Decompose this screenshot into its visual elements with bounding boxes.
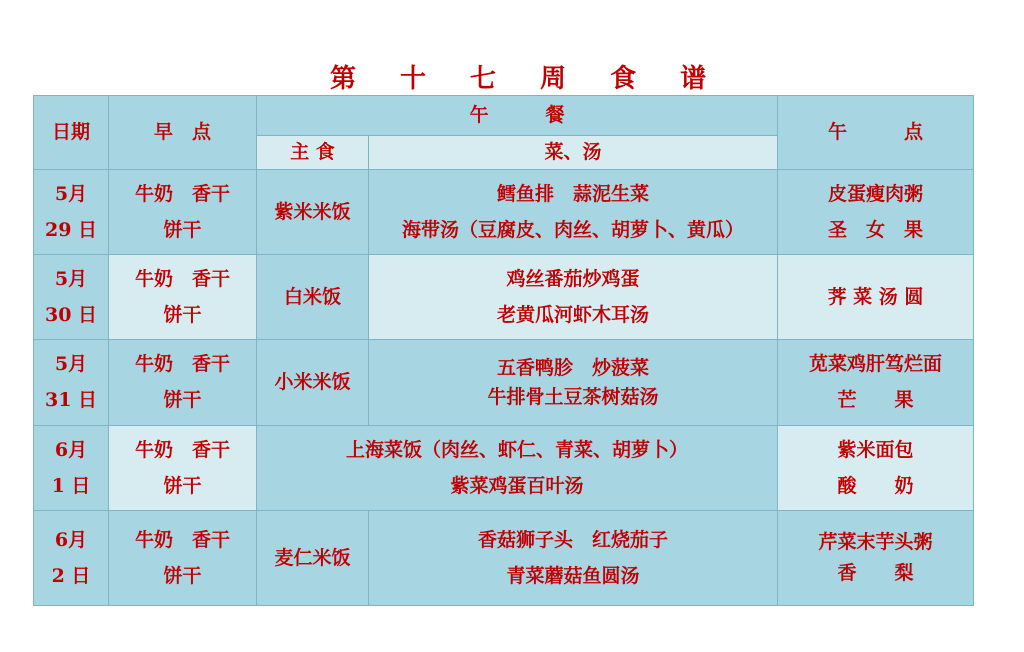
dish-line1: 鳕鱼排 蒜泥生菜 xyxy=(496,182,649,205)
snack-line1: 皮蛋瘦肉粥 xyxy=(827,182,923,205)
header-lunch: 午 餐 xyxy=(257,96,778,136)
table-row xyxy=(34,340,974,426)
page-title xyxy=(330,58,750,95)
snack-line2: 酸 奶 xyxy=(837,474,914,497)
snack-cell xyxy=(778,340,974,426)
snack-line1: 苋菜鸡肝笃烂面 xyxy=(808,353,942,376)
date-cell xyxy=(34,170,109,255)
dish-line2: 紫菜鸡蛋百叶汤 xyxy=(450,474,584,497)
dish-line2: 海带汤（豆腐皮、肉丝、胡萝卜、黄瓜） xyxy=(401,218,744,241)
header-date: 日期 xyxy=(34,96,109,170)
header-dishes: 菜、汤 xyxy=(369,136,778,170)
dish-line1: 香菇狮子头 红烧茄子 xyxy=(477,528,668,551)
snack-line1: 荠 菜 汤 圆 xyxy=(827,285,924,308)
table-row xyxy=(34,255,974,340)
date-cell xyxy=(34,511,109,606)
snack-line2: 圣 女 果 xyxy=(827,218,923,241)
table-row xyxy=(34,170,974,255)
breakfast-line1: 牛奶 香干 xyxy=(134,267,230,290)
breakfast-cell xyxy=(109,170,257,255)
snack-cell xyxy=(778,426,974,511)
table-row xyxy=(34,511,974,606)
dish-line2: 老黄瓜河虾木耳汤 xyxy=(496,303,649,326)
staple-cell: 紫米米饭 xyxy=(257,170,369,255)
breakfast-line2: 饼干 xyxy=(163,564,202,587)
breakfast-cell xyxy=(109,426,257,511)
date-day: 1 日 xyxy=(51,474,91,497)
date-day: 2 日 xyxy=(51,564,91,587)
date-day: 29 日 xyxy=(44,218,98,241)
dish-line2: 青菜蘑菇鱼圆汤 xyxy=(506,564,640,587)
date-day: 30 日 xyxy=(44,303,98,326)
breakfast-cell xyxy=(109,255,257,340)
snack-cell xyxy=(778,511,974,606)
dish-line1: 五香鸭胗 炒菠菜 xyxy=(496,356,649,379)
snack-line2: 香 梨 xyxy=(837,562,914,584)
dishes-cell xyxy=(369,511,778,606)
staple-cell: 麦仁米饭 xyxy=(257,511,369,606)
date-day: 31 日 xyxy=(44,389,98,411)
header-snack: 午 点 xyxy=(778,96,974,170)
title-char: 谱 xyxy=(680,64,707,94)
dish-line1: 鸡丝番茄炒鸡蛋 xyxy=(506,267,640,290)
snack-line1: 芹菜末芋头粥 xyxy=(818,531,933,554)
breakfast-cell xyxy=(109,511,257,606)
snack-line1: 紫米面包 xyxy=(837,438,914,461)
staple-cell: 小米米饭 xyxy=(257,340,369,426)
title-char: 周 xyxy=(540,64,567,94)
breakfast-line2: 饼干 xyxy=(163,389,202,411)
date-cell xyxy=(34,255,109,340)
date-cell xyxy=(34,426,109,511)
snack-cell xyxy=(778,170,974,255)
date-month: 6月 xyxy=(54,528,88,551)
date-month: 5月 xyxy=(54,182,88,205)
breakfast-line1: 牛奶 香干 xyxy=(134,528,230,551)
breakfast-line2: 饼干 xyxy=(163,474,202,497)
dish-line2: 牛排骨土豆茶树菇汤 xyxy=(487,385,659,408)
dishes-cell xyxy=(369,255,778,340)
title-char: 食 xyxy=(610,64,637,94)
date-month: 6月 xyxy=(54,438,88,461)
breakfast-line1: 牛奶 香干 xyxy=(134,182,230,205)
dish-line1: 上海菜饭（肉丝、虾仁、青菜、胡萝卜） xyxy=(345,438,688,461)
breakfast-line1: 牛奶 香干 xyxy=(134,438,230,461)
breakfast-line2: 饼干 xyxy=(163,218,202,241)
breakfast-cell xyxy=(109,340,257,426)
table-row xyxy=(34,426,974,511)
dishes-cell xyxy=(369,170,778,255)
date-month: 5月 xyxy=(54,267,88,290)
staple-cell: 白米饭 xyxy=(257,255,369,340)
date-month: 5月 xyxy=(54,353,88,376)
menu-table xyxy=(33,95,974,606)
snack-cell xyxy=(778,255,974,340)
header-breakfast: 早 点 xyxy=(109,96,257,170)
breakfast-line1: 牛奶 香干 xyxy=(134,353,230,376)
title-char: 七 xyxy=(470,64,497,94)
breakfast-line2: 饼干 xyxy=(163,303,202,326)
date-cell xyxy=(34,340,109,426)
title-char: 十 xyxy=(400,64,427,94)
lunch-merged-cell xyxy=(257,426,778,511)
snack-line2: 芒 果 xyxy=(837,389,914,411)
title-char: 第 xyxy=(330,64,357,94)
dishes-cell xyxy=(369,340,778,426)
header-staple: 主 食 xyxy=(257,136,369,170)
